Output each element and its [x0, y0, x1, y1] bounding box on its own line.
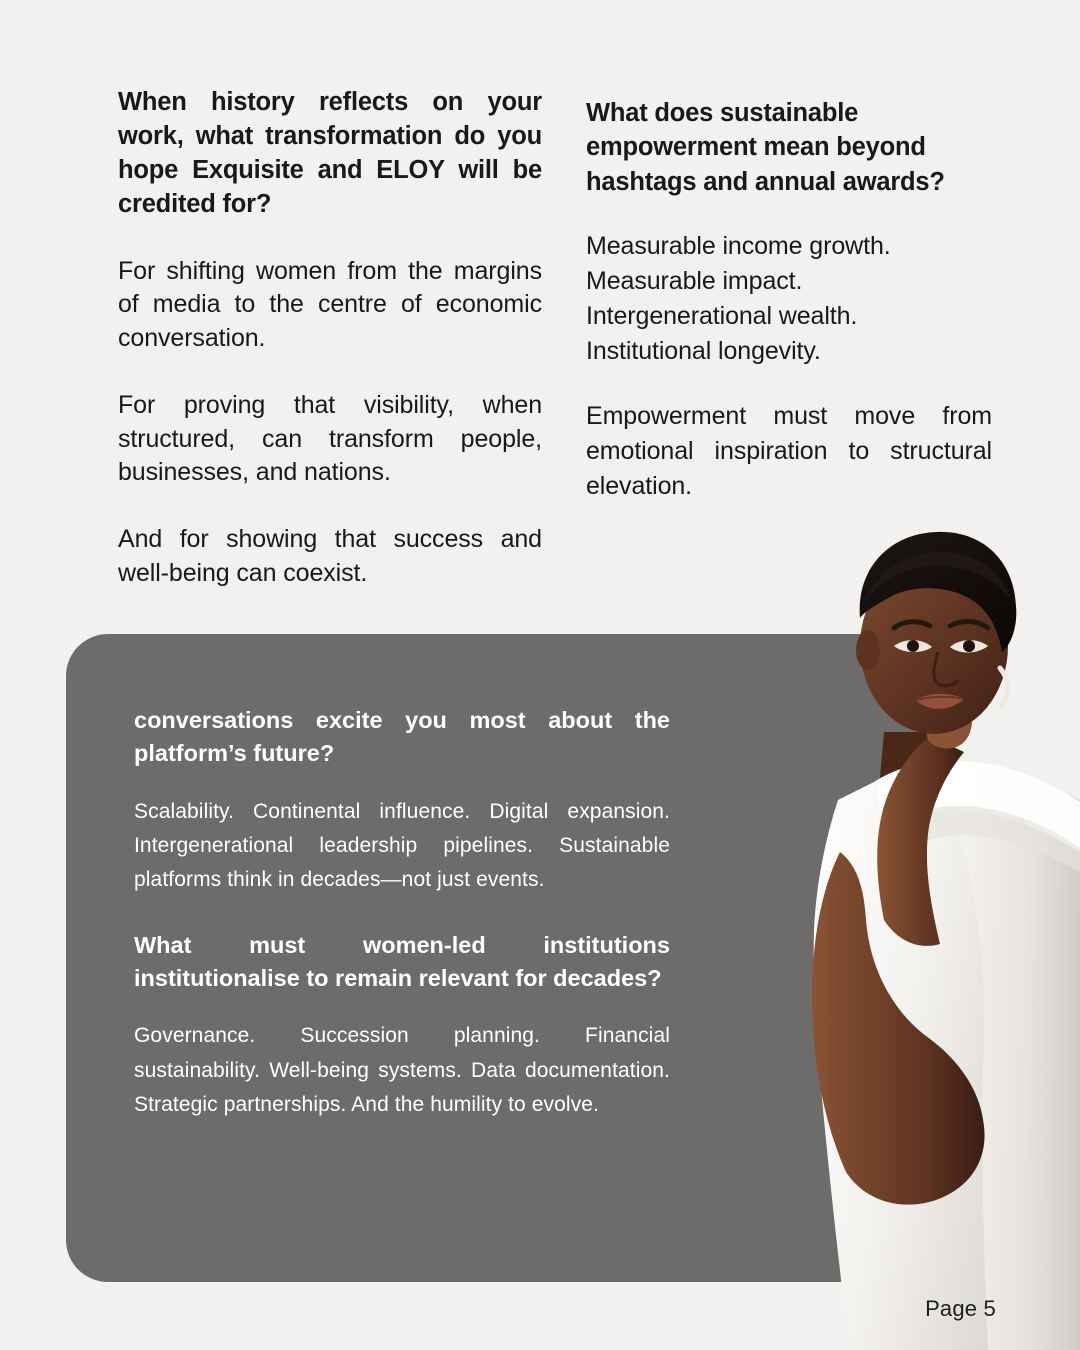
right-column-answer-paragraph: Empowerment must move from emotional inspiration to structural elevation. — [586, 402, 992, 501]
answer-line: Institutional longevity. — [586, 337, 821, 366]
left-column-answer-2: For proving that visibility, when structured, can transform people, businesses, and nations. — [118, 390, 542, 487]
card-answer-1: Scalability. Continental influence. Digital expansion. Intergenerational leadership pipelines. Sustainable platforms think in decades—not just events. — [134, 799, 670, 891]
left-column-answer-3: And for showing that success and well-being can coexist. — [118, 525, 542, 587]
left-column-answer-1: For shifting women from the margins of media to the centre of economic conversation. — [118, 256, 542, 353]
left-column-question: When history reflects on your work, what transformation do you hope Exquisite and ELOY will be credited for? — [118, 88, 542, 218]
right-column — [586, 96, 992, 504]
answer-line: Measurable impact. — [586, 267, 803, 296]
answer-line: Intergenerational wealth. — [586, 302, 858, 331]
card-answer-2: Governance. Succession planning. Financial sustainability. Well-being systems. Data documentation. Strategic partnerships. And the humility to evolve. — [134, 1024, 670, 1116]
portrait-photo — [688, 500, 1080, 1350]
left-column — [118, 86, 542, 591]
page-number: Page 5 — [925, 1296, 996, 1321]
answer-line: Measurable income growth. — [586, 232, 891, 261]
quote-card-content — [134, 704, 670, 1122]
right-column-question: What does sustainable empowerment mean beyond hashtags and annual awards? — [586, 99, 945, 196]
card-question-1: conversations excite you most about the platform’s future? — [134, 707, 670, 767]
card-question-2: What must women-led institutions institutionalise to remain relevant for decades? — [134, 931, 670, 992]
right-column-answer-list — [586, 229, 992, 369]
